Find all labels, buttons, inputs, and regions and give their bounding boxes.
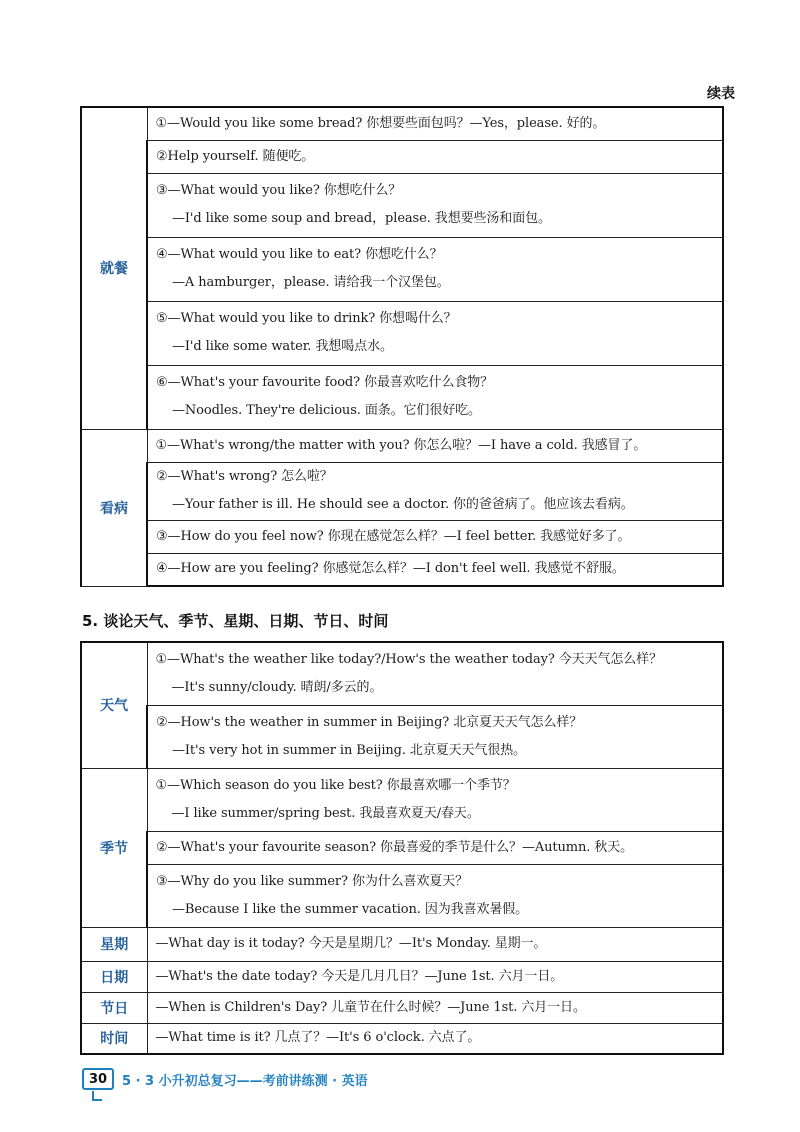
phrase-line: ②—What's your favourite season? 你最喜爱的季节是什么？—Autumn. 秋天。 bbox=[156, 839, 634, 855]
category-cell: 节日 bbox=[81, 992, 147, 1023]
phrase-line: —What day is it today? 今天是星期几？—It's Monday. 星期一。 bbox=[155, 936, 547, 951]
table-row bbox=[81, 768, 723, 831]
phrase-cell bbox=[147, 864, 723, 927]
phrase-line: ③—Why do you like summer? 你为什么喜欢夏天？ bbox=[156, 873, 469, 889]
phrase-line: ①—What's wrong/the matter with you? 你怎么啦？—I have a cold. 我感冒了。 bbox=[155, 437, 647, 453]
table-row bbox=[81, 927, 723, 961]
table-row bbox=[81, 237, 723, 301]
table-row bbox=[81, 462, 723, 520]
phrase-line: ①—Would you like some bread? 你想要些面包吗？—Yes，please. 好的。 bbox=[155, 115, 606, 131]
page-footer bbox=[82, 1067, 368, 1091]
phrase-line: ②—How's the weather in summer in Beijing? 北京夏天天气怎么样？ bbox=[156, 714, 583, 730]
table-row bbox=[81, 301, 723, 365]
category-cell: 时间 bbox=[81, 1023, 147, 1054]
phrase-line: —It's sunny/cloudy. 晴朗/多云的。 bbox=[171, 679, 383, 695]
phrase-cell bbox=[147, 107, 723, 140]
phrase-line: ④—What would you like to eat? 你想吃什么？ bbox=[156, 247, 443, 262]
table-row bbox=[81, 107, 723, 140]
page-number: 30 bbox=[82, 1068, 114, 1090]
table-row bbox=[81, 705, 723, 768]
table-row bbox=[81, 642, 723, 705]
phrase-cell bbox=[147, 992, 723, 1023]
table-row bbox=[81, 831, 723, 864]
phrase-line: —I like summer/spring best. 我最喜欢夏天/春天。 bbox=[171, 805, 480, 821]
phrase-line: —What time is it? 几点了？—It's 6 o'clock. 六点了。 bbox=[155, 1030, 481, 1046]
phrase-cell bbox=[147, 365, 723, 429]
table-row bbox=[81, 992, 723, 1023]
table-row bbox=[81, 553, 723, 586]
phrase-line: —I'd like some soup and bread，please. 我想要些汤和面包。 bbox=[172, 211, 551, 226]
phrase-cell bbox=[147, 520, 723, 553]
table-row bbox=[81, 140, 723, 173]
table-row bbox=[81, 365, 723, 429]
table-row bbox=[81, 961, 723, 992]
phrase-line: ⑤—What would you like to drink? 你想喝什么？ bbox=[156, 311, 457, 326]
continued-label: 续表 bbox=[707, 86, 735, 102]
table-row bbox=[81, 520, 723, 553]
section-5-title: 5. 谈论天气、季节、星期、日期、节日、时间 bbox=[82, 612, 389, 630]
phrase-cell bbox=[147, 429, 723, 462]
phrase-table-weather-time bbox=[80, 641, 724, 1055]
table-row bbox=[81, 1023, 723, 1054]
category-cell: 就餐 bbox=[81, 107, 147, 429]
phrase-cell bbox=[147, 1023, 723, 1054]
phrase-line: —It's very hot in summer in Beijing. 北京夏天天气很热。 bbox=[172, 742, 527, 758]
phrase-line: —A hamburger，please. 请给我一个汉堡包。 bbox=[172, 275, 450, 290]
phrase-line: —Noodles. They're delicious. 面条。它们很好吃。 bbox=[172, 403, 481, 418]
phrase-line: ④—How are you feeling? 你感觉怎么样？—I don't feel well. 我感觉不舒服。 bbox=[156, 561, 625, 577]
phrase-line: ③—How do you feel now? 你现在感觉怎么样？—I feel better. 我感觉好多了。 bbox=[156, 528, 631, 544]
phrase-line: —What's the date today? 今天是几月几日？—June 1st. 六月一日。 bbox=[155, 968, 564, 984]
phrase-line: ⑥—What's your favourite food? 你最喜欢吃什么食物？ bbox=[156, 375, 494, 390]
phrase-cell bbox=[147, 705, 723, 768]
phrase-cell bbox=[147, 961, 723, 992]
phrase-cell bbox=[147, 553, 723, 586]
phrase-line: ③—What would you like? 你想吃什么？ bbox=[156, 183, 402, 198]
phrase-table-dining-doctor bbox=[80, 106, 724, 587]
phrase-line: ②—What's wrong? 怎么啦？ bbox=[156, 469, 333, 484]
phrase-line: —I'd like some water. 我想喝点水。 bbox=[172, 339, 393, 354]
category-cell: 季节 bbox=[81, 768, 147, 927]
phrase-cell bbox=[147, 140, 723, 173]
phrase-cell bbox=[147, 462, 723, 520]
category-cell: 星期 bbox=[81, 927, 147, 961]
table-row bbox=[81, 864, 723, 927]
phrase-cell bbox=[147, 831, 723, 864]
phrase-line: —Because I like the summer vacation. 因为我喜欢暑假。 bbox=[172, 901, 529, 917]
phrase-line: ①—What's the weather like today?/How's the weather today? 今天天气怎么样？ bbox=[155, 651, 662, 667]
phrase-line: —Your father is ill. He should see a doctor. 你的爸爸病了。他应该去看病。 bbox=[172, 497, 634, 512]
page-corner-mark bbox=[92, 1091, 102, 1101]
phrase-cell bbox=[147, 927, 723, 961]
category-cell: 看病 bbox=[81, 429, 147, 586]
phrase-cell bbox=[147, 173, 723, 237]
book-title: 5 · 3 小升初总复习——考前讲练测 · 英语 bbox=[122, 1073, 368, 1089]
category-cell: 日期 bbox=[81, 961, 147, 992]
category-cell: 天气 bbox=[81, 642, 147, 768]
phrase-line: ①—Which season do you like best? 你最喜欢哪一个季节？ bbox=[155, 777, 516, 793]
table-row bbox=[81, 173, 723, 237]
phrase-cell bbox=[147, 642, 723, 705]
phrase-line: —When is Children's Day? 儿童节在什么时候？—June 1st. 六月一日。 bbox=[155, 999, 586, 1015]
phrase-line: ②Help yourself. 随便吃。 bbox=[156, 148, 315, 164]
table-row bbox=[81, 429, 723, 462]
phrase-cell bbox=[147, 301, 723, 365]
phrase-cell bbox=[147, 768, 723, 831]
phrase-cell bbox=[147, 237, 723, 301]
